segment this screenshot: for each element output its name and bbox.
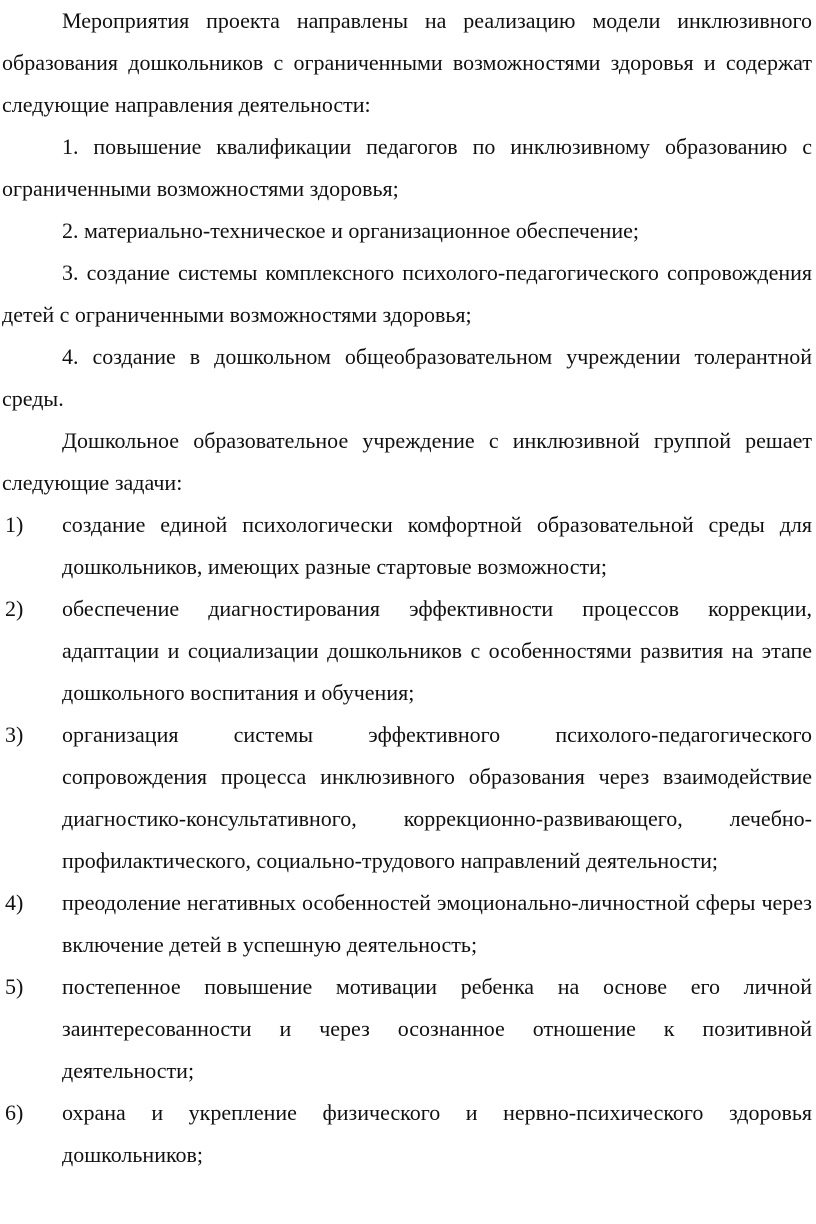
list-item xyxy=(2,588,812,714)
direction-item: 1. повышение квалификации педагогов по инклюзивному образованию с ограниченными возможностями здоровья; xyxy=(2,134,812,201)
list-text: обеспечение диагностирования эффективности процессов коррекции, адаптации и социализации дошкольников с особенностями развития на этапе дошкольного воспитания и обучения; xyxy=(62,596,812,705)
list-number: 4) xyxy=(5,890,24,915)
list-text: постепенное повышение мотивации ребенка на основе его личной заинтересованности и через осознанное отношение к позитивной деятельности; xyxy=(62,974,812,1083)
direction-item: 2. материально-техническое и организационное обеспечение; xyxy=(62,218,639,243)
tasks-list xyxy=(2,504,812,1176)
list-text: охрана и укрепление физического и нервно-психического здоровья дошкольников; xyxy=(62,1100,812,1167)
list-number: 6) xyxy=(5,1100,24,1125)
list-text: преодоление негативных особенностей эмоционально-личностной сферы через включение детей в успешную деятельность; xyxy=(62,890,812,957)
direction-item: 4. создание в дошкольном общеобразовательном учреждении толерантной среды. xyxy=(2,344,812,411)
list-number: 1) xyxy=(5,512,24,537)
list-item xyxy=(2,966,812,1092)
list-item xyxy=(2,504,812,588)
list-item xyxy=(2,1092,812,1176)
list-number: 2) xyxy=(5,596,24,621)
list-item xyxy=(2,882,812,966)
list-text: организация системы эффективного психолого-педагогического сопровождения процесса инклюзивного образования через взаимодействие диагностико-консультативного, коррекционно-развивающего, лечебно-профилактического, социально-трудового направлений деятельности; xyxy=(62,722,812,873)
list-text: создание единой психологически комфортной образовательной среды для дошкольников, имеющих разные стартовые возможности; xyxy=(62,512,812,579)
list-number: 5) xyxy=(5,974,24,999)
direction-item: 3. создание системы комплексного психолого-педагогического сопровождения детей с ограниченными возможностями здоровья; xyxy=(2,260,812,327)
list-item xyxy=(2,714,812,882)
intro-paragraph: Мероприятия проекта направлены на реализацию модели инклюзивного образования дошкольников с ограниченными возможностями здоровья и содержат следующие направления деятельности: xyxy=(2,8,812,117)
list-number: 3) xyxy=(5,722,24,747)
tasks-intro-paragraph: Дошкольное образовательное учреждение с инклюзивной группой решает следующие задачи: xyxy=(2,428,812,495)
